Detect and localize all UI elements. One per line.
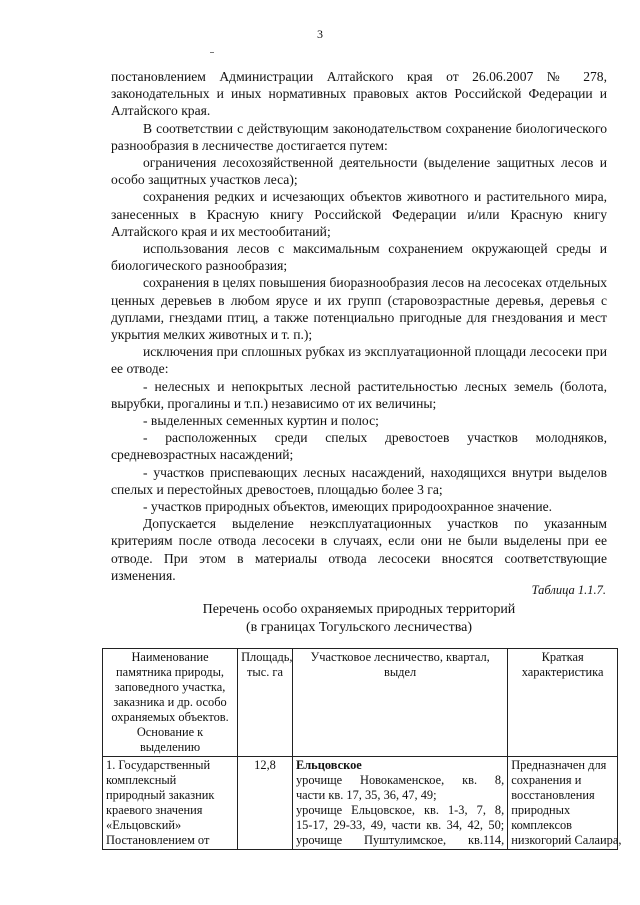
cell-line: низкогорий Салаира, <box>511 833 622 847</box>
scan-speck <box>210 52 214 53</box>
page-number: 3 <box>317 27 323 41</box>
header-line: памятника природы, <box>116 665 225 679</box>
paragraph: постановлением Администрации Алтайского края от 26.06.2007 № 278, законодательных и иных нормативных правовых актов Российской Федерации и Алтайского края. <box>111 69 607 119</box>
header-description <box>508 649 618 757</box>
header-line: характеристика <box>521 665 604 679</box>
header-line: заказника и др. особо <box>113 695 227 709</box>
paragraph: сохранения редких и исчезающих объектов животного и растительного мира, занесенных в Красную книгу Российской Федерации и/или Красную книгу Алтайского края и их местообитаний; <box>111 189 607 239</box>
protected-areas-table <box>102 648 622 850</box>
header-line: Наименование <box>131 650 209 664</box>
table-title-line: Перечень особо охраняемых природных территорий <box>202 602 516 617</box>
paragraph: - расположенных среди спелых древостоев участков молодняков, средневозрастных насаждений; <box>111 430 607 463</box>
location-line: 15-17, 29-33, 49, части кв. 34, 42, 50; <box>295 818 505 832</box>
header-area <box>238 649 293 757</box>
paragraph: - участков приспевающих лесных насаждений, находящихся внутри выделов спелых и перестойных древостоев, площадью более 3 га; <box>111 464 607 497</box>
cell-line: Постановлением от <box>106 833 210 847</box>
header-name <box>103 649 238 757</box>
cell-line: природный заказник <box>106 788 215 802</box>
header-line: охраняемых объектов. <box>111 710 229 724</box>
body-text <box>111 68 607 584</box>
header-line: выделению <box>139 740 201 754</box>
paragraph: использования лесов с максимальным сохранением окружающей среды и биологического разнообразия; <box>111 241 607 274</box>
cell-description <box>508 757 622 850</box>
header-line: Краткая <box>541 650 584 664</box>
cell-line: «Ельцовский» <box>106 818 182 832</box>
paragraph: сохранения в целях повышения биоразнообразия лесов на лесосеках отдельных ценных деревьев в любом ярусе и их групп (старовозрастные деревья, деревья с дуплами, гнездами птиц, а также потенциально пригодные для гнездования и мест укрытия мелких животных и т. п.); <box>111 275 607 343</box>
paragraph: - участков природных объектов, имеющих природоохранное значение. <box>143 499 553 515</box>
table-row <box>103 757 618 850</box>
table-title-line: (в границах Тогульского лесничества) <box>245 620 473 635</box>
cell-line: восстановления <box>511 788 595 802</box>
table-title <box>111 601 607 637</box>
header-line: Площадь, <box>241 650 293 664</box>
header-line: выдел <box>384 665 417 679</box>
cell-line: природных <box>511 803 571 817</box>
header-line: заповедного участка, <box>114 680 226 694</box>
cell-line: сохранения и <box>511 773 582 787</box>
cell-line: краевого значения <box>106 803 203 817</box>
cell-name <box>103 757 238 850</box>
district-name: Ельцовское <box>295 758 362 772</box>
header-line: Участковое лесничество, квартал, <box>310 650 490 664</box>
paragraph: исключения при сплошных рубках из эксплуатационной площади лесосеки при ее отводе: <box>111 344 607 377</box>
cell-line: комплексов <box>511 818 572 832</box>
location-line: части кв. 17, 35, 36, 47, 49; <box>295 788 437 802</box>
location-line: урочище Новокаменское, кв. 8, <box>295 773 505 787</box>
paragraph: - нелесных и непокрытых лесной растительностью лесных земель (болота, вырубки, прогалины и т.п.) независимо от их величины; <box>111 378 607 411</box>
table-caption: Таблица 1.1.7. <box>531 583 606 597</box>
paragraph: В соответствии с действующим законодательством сохранение биологического разнообразия в лесничестве достигается путем: <box>111 120 607 153</box>
cell-line: Предназначен для <box>511 758 607 772</box>
cell-area: 12,8 <box>238 757 293 850</box>
cell-line: комплексный <box>106 773 177 787</box>
header-line: тыс. га <box>247 665 284 679</box>
paragraph: - выделенных семенных куртин и полос; <box>143 413 379 429</box>
table-header-row <box>103 649 618 757</box>
cell-location <box>292 757 507 850</box>
header-line: Основание к <box>136 725 204 739</box>
paragraph: ограничения лесохозяйственной деятельности (выделение защитных лесов и особо защитных участков леса); <box>111 155 607 188</box>
paragraph: Допускается выделение неэксплуатационных участков по указанным критериям после отвода лесосеки в случаях, если они не были выделены при ее отводе. При этом в материалы отвода лесосеки вносятся соответствующие изменения. <box>111 516 607 583</box>
location-line: урочище Ельцовское, кв. 1-3, 7, 8, <box>295 803 505 817</box>
cell-line: 1. Государственный <box>106 758 211 772</box>
location-line: урочище Пуштулимское, кв.114, <box>295 833 505 847</box>
header-location <box>292 649 507 757</box>
